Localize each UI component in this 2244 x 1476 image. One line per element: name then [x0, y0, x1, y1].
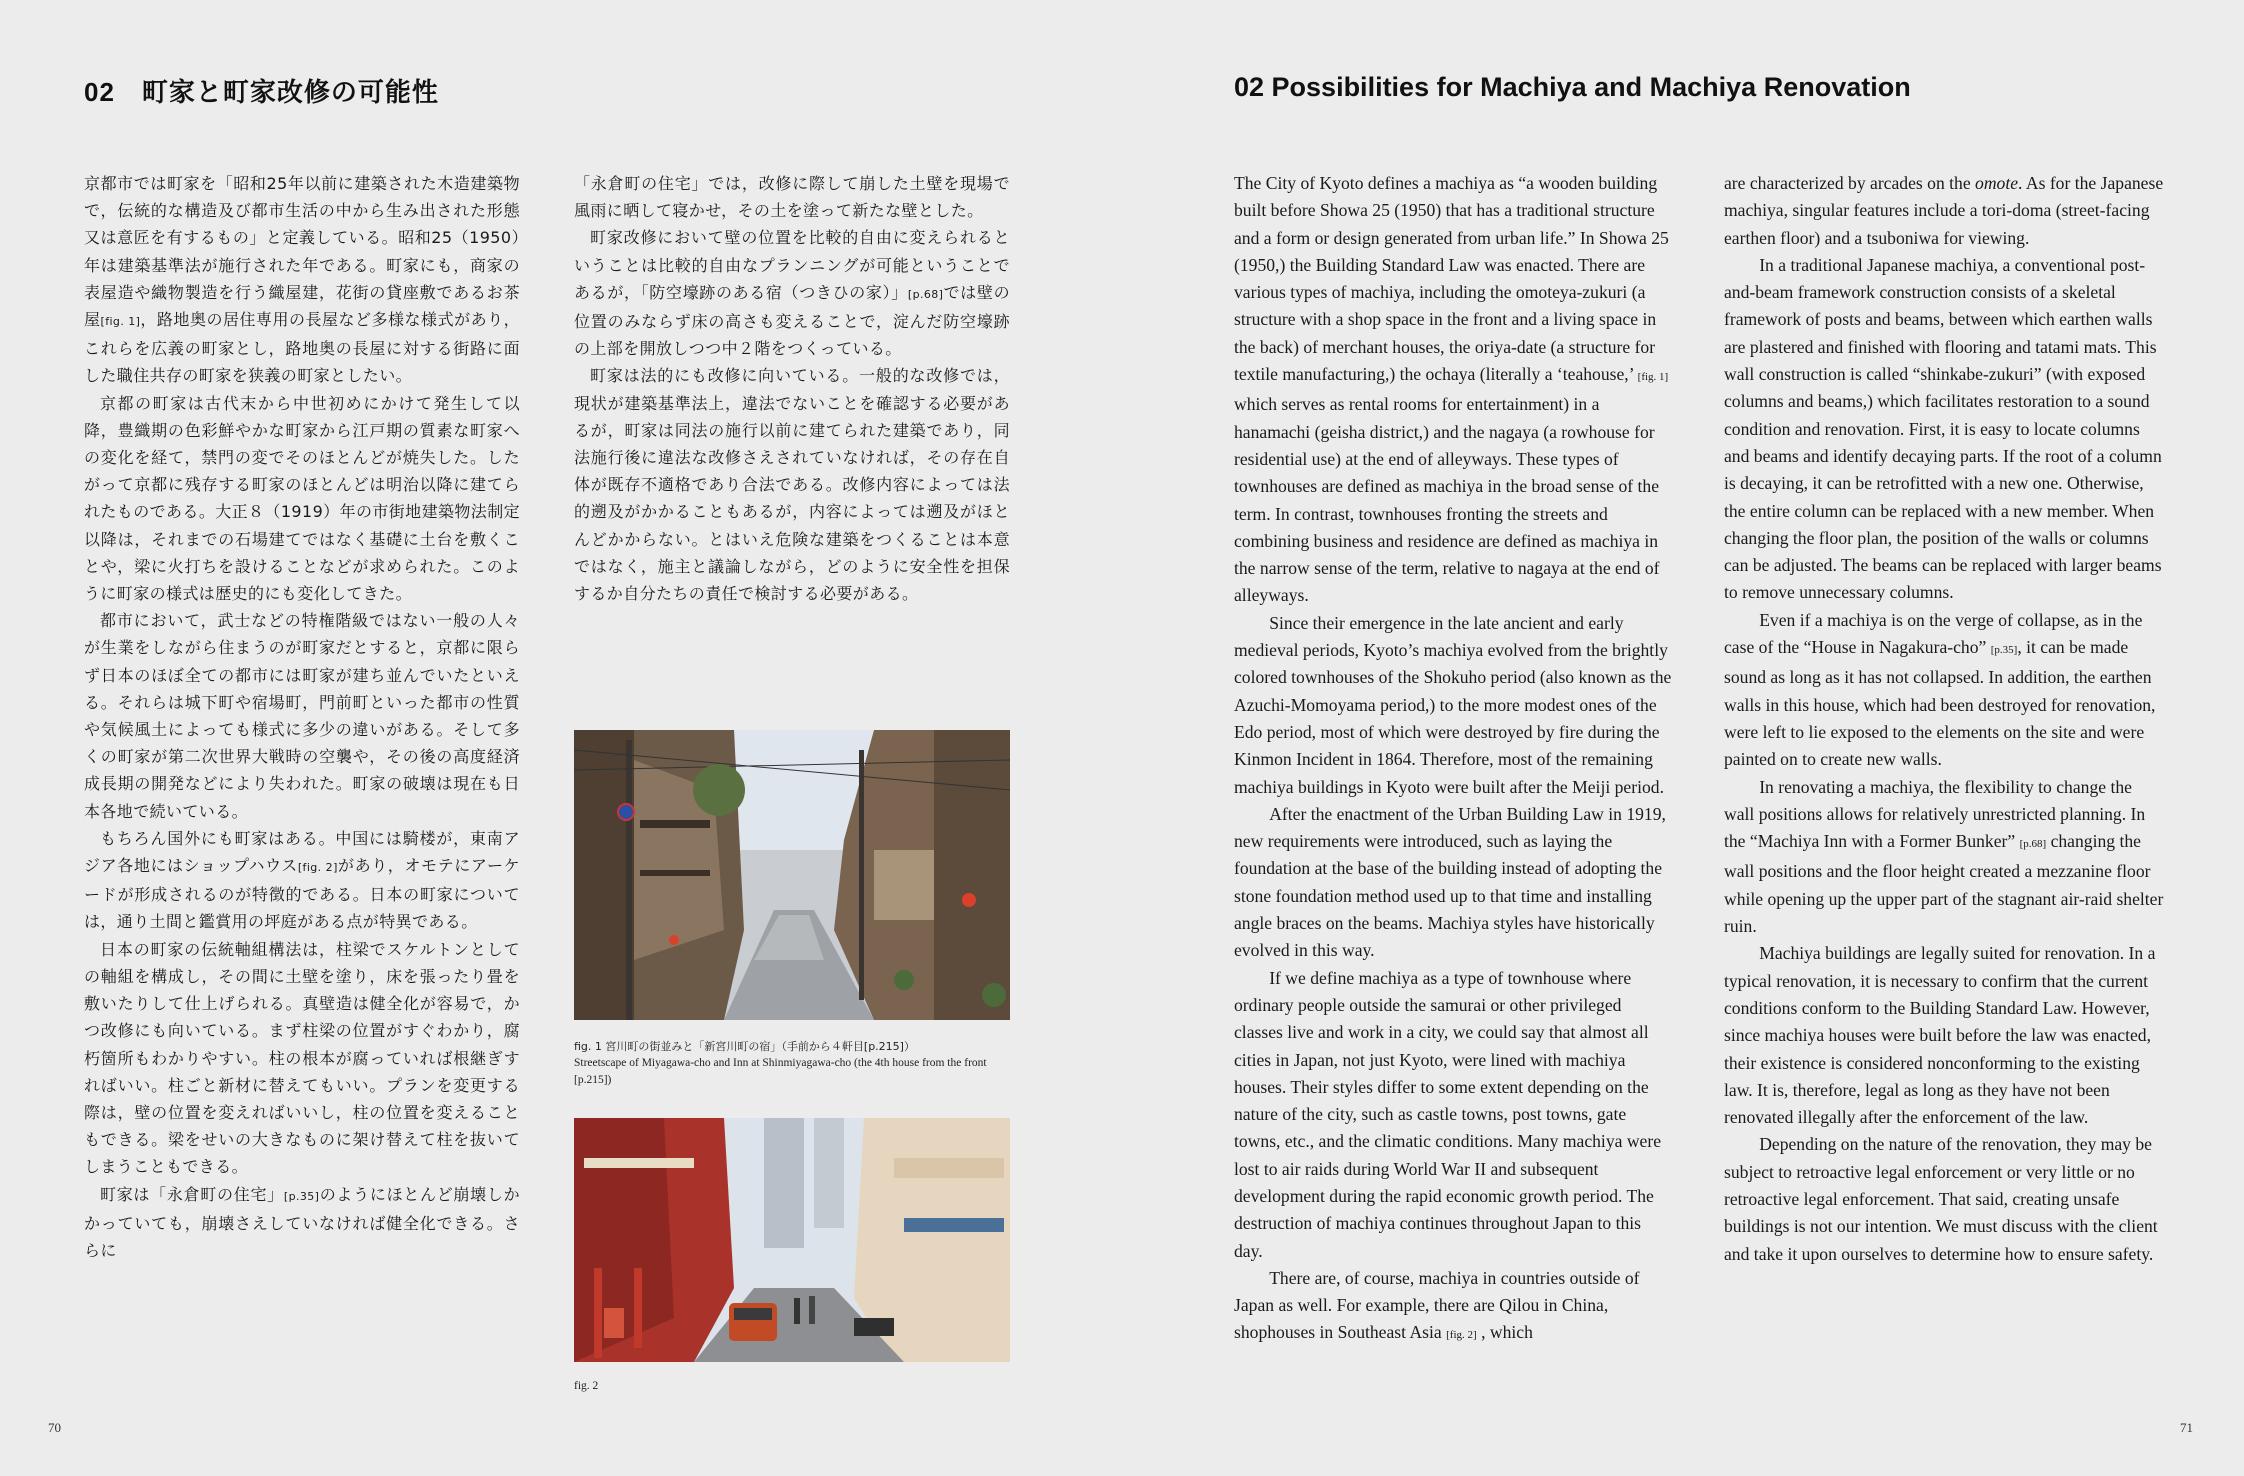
page-reference: [p.68] — [907, 287, 944, 301]
jp-paragraph: 町家は法的にも改修に向いている。一般的な改修では，現状が建築基準法上，違法でないことを確認する必要があるが，町家は同法の施行以前に建てられた建築であり，同法施行後に違法な改修さえされていなければ，その存在自体が既存不適格であり合法である。改修内容によっては法的遡及がかかることもあるが，内容によっては遡及がほとんどかからない。とはいえ危険な建築をつくることは本意ではなく，施主と議論しながら，どのように安全性を担保するか自分たちの責任で検討する必要がある。 — [574, 366, 1010, 604]
jp-paragraph: 「永倉町の住宅」では，改修に際して崩した土壁を現場で風雨に晒して寝かせ，その土を塗って新たな壁とした。 — [574, 174, 1010, 221]
en-paragraph: If we define machiya as a type of townhouse where ordinary people outside the samurai or other privileged classes live and work in a city, we could say that almost all cities in Japan, not just Kyoto, were lined with machiya houses. Their styles differ to some extent depending on the nature of the city, such as castle towns, post towns, gate towns, etc., and the climatic conditions. Many machiya were lost to air raids during World War II and subsequent development during the rapid economic growth period. The destruction of machiya continues throughout Japan to this day. — [1234, 967, 1662, 1261]
page-number: 70 — [48, 1420, 61, 1435]
en-paragraph: Even if a machiya is on the verge of collapse, as in the case of the “House in Nagakura-cho” [p.35], it can be made sound as long as it has not collapsed. In addition, the earthen walls in this house, which had been destroyed for renovation, were left to lie exposed to the elements on the site and were painted on to create new walls. — [1724, 609, 2156, 770]
en-paragraph: Machiya buildings are legally suited for renovation. In a typical renovation, it is necessary to confirm that the current conditions conform to the Building Standard Law. However, since machiya houses were built before the law was enacted, their existence is considered nonconforming to the existing law. It is, therefore, legal as long as they have not been renovated illegally after the enforcement of the law. — [1724, 943, 2156, 1128]
jp-text-column-2 — [574, 170, 1010, 607]
en-paragraph: After the enactment of the Urban Building Law in 1919, new requirements were introduced, such as laying the foundation at the base of the building instead of adopting the stone foundation method used up to that time and installing angle braces on the beams. Machiya styles have historically evolved in this way. — [1234, 803, 1666, 961]
jp-paragraph: 町家は「永倉町の住宅」[p.35]のようにほとんど崩壊しかかっていても，崩壊さえしていなければ健全化できる。さらに — [84, 1184, 520, 1260]
en-paragraph: In renovating a machiya, the flexibility to change the wall positions allows for relatively unrestricted planning. In the “Machiya Inn with a Former Bunker” [p.68] changing the wall positions and the floor height created a mezzanine floor while opening up the upper part of the stagnant air-raid shelter ruin. — [1724, 776, 2164, 937]
page-reference: [p.68] — [2019, 838, 2047, 851]
page-reference: [p.35] — [283, 1189, 320, 1203]
en-paragraph: The City of Kyoto defines a machiya as “a wooden building built before Showa 25 (1950) that has a traditional structure and a form or design generated from urban life.” In Showa 25 (1950,) the Building Standard Law was enacted. There are various types of machiya, including the omoteya-zukuri (a structure with a shop space in the front and a living space in the back) of merchant houses, the oriya-date (a structure for textile manufacturing,) the ochaya (literally a ‘teahouse,’ [fig. 1] which serves as rental rooms for entertainment) in a hanamachi (geisha district,) and the nagaya (a rowhouse for residential use) at the end of alleyways. These types of townhouses are defined as machiya in the broad sense of the term. In contrast, townhouses fronting the streets and combining business and residence are defined as machiya in the narrow sense of the term, relative to nagaya at the end of alleyways. — [1234, 173, 1669, 606]
fig1-caption-en: Streetscape of Miyagawa-cho and Inn at Shinmiyagawa-cho (the 4th house from the front [p.215]) — [574, 1057, 987, 1086]
fig1-caption-jp: fig. 1 宮川町の街並みと「新宮川町の宿」（手前から４軒目[p.215]） — [574, 1040, 915, 1053]
jp-paragraph: 京都の町家は古代末から中世初めにかけて発生して以降，豊織期の色彩鮮やかな町家から江戸期の質素な町家への変化を経て，禁門の変でそのほとんどが焼失した。したがって京都に残存する町家のほとんどは明治以降に建てられたものである。大正８（1919）年の市街地建築物法制定以降は，それまでの石場建てではなく基礎に土台を敷くことや，梁に火打ちを設けることなどが求められた。このように町家の様式は歴史的にも変化してきた。 — [84, 393, 520, 604]
en-paragraph: are characterized by arcades on the omote. As for the Japanese machiya, singular features include a tori-doma (street-facing earthen floor) and a tsuboniwa for viewing. — [1724, 173, 2164, 248]
right-page — [1122, 0, 2244, 1476]
section-heading-en: 02 Possibilities for Machiya and Machiya Renovation — [1234, 72, 1911, 102]
section-heading-jp: 02 町家と町家改修の可能性 — [84, 77, 439, 107]
en-paragraph: Since their emergence in the late ancient and early medieval periods, Kyoto’s machiya evolved from the brightly colored townhouses of the Shokuho period (also known as the Azuchi-Momoyama period,) to the more modest ones of the Edo period, most of which were destroyed by fire during the Kinmon Incident in 1864. Therefore, most of the remaining machiya buildings in Kyoto were built after the Meiji period. — [1234, 612, 1672, 797]
page-number: 71 — [2180, 1420, 2193, 1435]
en-paragraph: Depending on the nature of the renovation, they may be subject to retroactive legal enforcement or very little or no retroactive legal enforcement. That said, creating unsafe buildings is not our intention. We must discuss with the client and take it upon ourselves to determine how to ensure safety. — [1724, 1134, 2158, 1264]
en-text-column-1 — [1234, 170, 1674, 1350]
fig1-caption — [574, 1038, 1014, 1089]
fig2-caption: fig. 2 — [574, 1380, 599, 1392]
jp-text-column-1 — [84, 170, 520, 1264]
page-reference: [p.35] — [1990, 644, 2018, 657]
figure-reference: [fig. 1] — [100, 315, 141, 329]
jp-paragraph: 京都市では町家を「昭和25年以前に建築された木造建築物で，伝統的な構造及び都市生活の中から生み出された形態又は意匠を有するもの」と定義している。昭和25（1950）年は建築基準法が施行された年である。町家にも，商家の表屋造や織物製造を行う織屋建，花街の貸座敷であるお茶屋[fig. 1]，路地奥の居住専用の長屋など多様な様式があり，これらを広義の町家とし，路地奥の長屋に対する街路に面した職住共存の町家を狭義の町家としたい。 — [84, 174, 520, 386]
fig2-shophouse-photo — [574, 1118, 1010, 1362]
en-text-column-2 — [1724, 170, 2164, 1268]
en-paragraph: In a traditional Japanese machiya, a conventional post-and-beam framework construction consists of a skeletal framework of posts and beams, between which earthen walls are plastered and finished with flooring and tatami mats. This wall construction is called “shinkabe-zukuri” (with exposed columns and beams,) which facilitates restoration to a sound condition and renovation. First, it is easy to locate columns and beams and identify decaying parts. If the root of a column is decaying, it can be retrofitted with a new one. Otherwise, the entire column can be replaced with a new member. When changing the floor plan, the position of the walls or columns can be adjusted. The beams can be replaced with larger beams to remove unnecessary columns. — [1724, 254, 2162, 603]
figure-reference: [fig. 2] — [297, 861, 338, 875]
jp-paragraph: 日本の町家の伝統軸組構法は，柱梁でスケルトンとしての軸組を構成し，その間に土壁を塗り，床を張ったり畳を敷いたりして仕上げられる。真壁造は健全化が容易で，かつ改修にも向いている。まず柱梁の位置がすぐわかり，腐朽箇所もわかりやすい。柱の根本が腐っていれば根継ぎすればいい。柱ごと新材に替えてもいい。プランを変更する際は，壁の位置を変えればいいし，柱の位置を変えることもできる。梁をせいの大きなものに架け替えて柱を抜いてしまうこともできる。 — [84, 939, 520, 1177]
jp-paragraph: もちろん国外にも町家はある。中国には騎楼が，東南アジア各地にはショップハウス[fig. 2]があり，オモテにアーケードが形成されるのが特徴的である。日本の町家については，通り土間と鑑賞用の坪庭がある点が特異である。 — [84, 828, 521, 932]
jp-paragraph: 町家改修において壁の位置を比較的自由に変えられるということは比較的自由なプランニングが可能ということであるが，「防空壕跡のある宿（つきひの家）」[p.68]では壁の位置のみならず床の高さも変えることで，淀んだ防空壕跡の上部を開放しつつ中２階をつくっている。 — [574, 228, 1010, 359]
en-paragraph: There are, of course, machiya in countries outside of Japan as well. For example, there are Qilou in China, shophouses in Southeast Asia [fig. 2] , which — [1234, 1267, 1640, 1343]
figure-reference: [fig. 2] — [1446, 1329, 1477, 1342]
jp-paragraph: 都市において，武士などの特権階級ではない一般の人々が生業をしながら住まうのが町家だとすると，京都に限らず日本のほぼ全ての都市には町家が建ち並んでいたといえる。それらは城下町や宿場町，門前町といった都市の性質や気候風土によっても様式に多少の違いがある。そして多くの町家が第二次世界大戦時の空襲や，その後の高度経済成長期の開発などにより失われた。町家の破壊は現在も日本各地で続いている。 — [84, 611, 520, 821]
figure-reference: [fig. 1] — [1637, 371, 1669, 384]
fig1-street-photo — [574, 730, 1010, 1020]
